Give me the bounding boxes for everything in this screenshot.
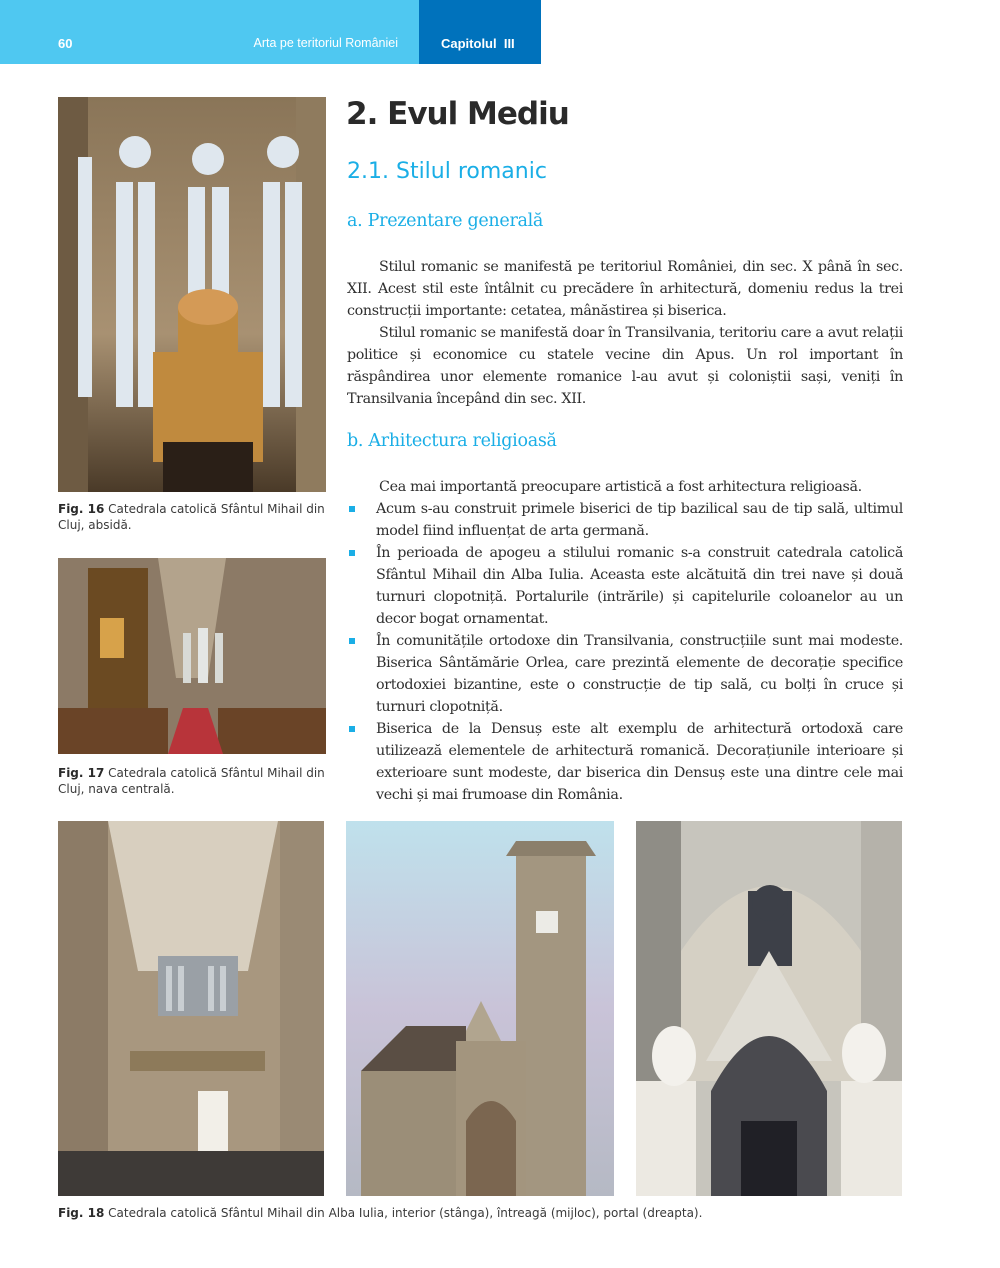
fig16-text: Catedrala catolică Sfântul Mihail din Cluj, absidă. — [58, 502, 325, 532]
bullet-list — [347, 498, 903, 806]
fig18-exterior-photo — [346, 821, 614, 1196]
bullet-square-icon — [349, 638, 355, 644]
list-item — [347, 718, 903, 806]
bullet-square-icon — [349, 550, 355, 556]
list-item — [347, 630, 903, 718]
fig17-photo — [58, 558, 326, 754]
fig16-caption — [58, 501, 328, 533]
list-item-text: În perioada de apogeu a stilului romanic s-a construit catedrala catolică Sfântul Mihail din Alba Iulia. Aceasta este alcătuită din trei nave și două turnuri clopotniță. Portalurile (intrările) și capitelurile coloanelor au un decor bogat ornamentat. — [376, 545, 903, 627]
fig18-text: Catedrala catolică Sfântul Mihail din Alba Iulia, interior (stânga), întreagă (mijloc), portal (dreapta). — [108, 1206, 703, 1220]
paragraph: Stilul romanic se manifestă doar în Transilvania, teritoriu care a avut relații politice și economice cu statele vecine din Apus. Un rol important în răspândirea unor elemente romanice l-au avut și coloniștii sași, veniți în Transilvania începând din sec. XII. — [347, 325, 903, 407]
fig18-interior-photo — [58, 821, 324, 1196]
fig18-caption — [58, 1205, 918, 1221]
fig18-label: Fig. 18 — [58, 1206, 105, 1220]
section-b-text — [347, 476, 903, 806]
fig17-text: Catedrala catolică Sfântul Mihail din Cluj, nava centrală. — [58, 766, 325, 796]
bullet-square-icon — [349, 506, 355, 512]
fig18-portal-photo — [636, 821, 902, 1196]
intro-paragraph: Cea mai importantă preocupare artistică a fost arhitectura religioasă. — [379, 479, 862, 495]
fig17-caption — [58, 765, 328, 797]
list-item-text: Biserica de la Densuș este alt exemplu de arhitectură ortodoxă care utilizează elementele de arhitectură romanică. Decorațiunile interioare și exterioare sunt modeste, dar biserica din Densuș este una dintre cele mai vechi și mai frumoase din România. — [376, 721, 903, 803]
fig16-label: Fig. 16 — [58, 502, 105, 516]
list-item — [347, 542, 903, 630]
fig16-photo — [58, 97, 326, 492]
page-title: 2. Evul Mediu — [346, 96, 569, 132]
list-item-text: Acum s-au construit primele biserici de tip bazilical sau de tip sală, ultimul model fiind influențat de arta germană. — [376, 501, 903, 539]
heading-prezentare-generala: a. Prezentare generală — [347, 211, 544, 231]
section-subtitle: 2.1. Stilul romanic — [347, 159, 547, 184]
heading-arhitectura-religioasa: b. Arhitectura religioasă — [347, 431, 557, 451]
chapter-tab — [419, 0, 541, 64]
list-item — [347, 498, 903, 542]
header-band — [0, 0, 419, 64]
list-item-text: În comunitățile ortodoxe din Transilvania, construcțiile sunt mai modeste. Biserica Sântămărie Orlea, care prezintă elemente de decorație specifice ortodoxiei bizantine, este o construcție de tip sală, cu bolți în cruce și turnuri clopotniță. — [376, 633, 903, 715]
page-number: 60 — [58, 36, 73, 51]
bullet-square-icon — [349, 726, 355, 732]
paragraph: Stilul romanic se manifestă pe teritoriul României, din sec. X până în sec. XII. Acest stil este întâlnit cu precădere în arhitectură, domeniu redus la trei construcții importante: cetatea, mânăstirea și biserica. — [347, 259, 903, 319]
section-a-text — [347, 256, 903, 410]
book-title: Arta pe teritoriul României — [253, 36, 398, 50]
chapter-label: Capitolul III — [441, 36, 515, 51]
fig17-label: Fig. 17 — [58, 766, 105, 780]
